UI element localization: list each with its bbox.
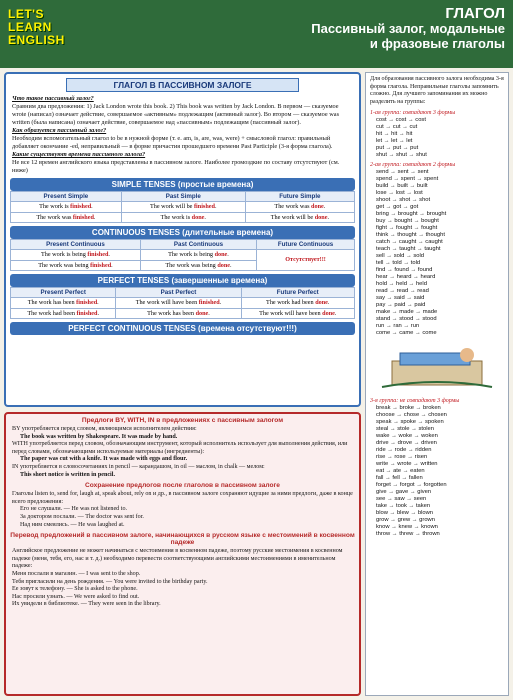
- example-cell: The work was being finished.: [11, 260, 141, 271]
- logo-line-1: LET'S: [8, 7, 45, 21]
- tense-header: Past Continuous: [140, 240, 256, 250]
- verb-row: drive → drove → driven: [376, 440, 437, 447]
- example-line: Их увидели в библиотеке. — They were seen in the library.: [12, 601, 161, 608]
- perfect-continuous-band: PERFECT CONTINUOUS TENSES (времена отсутствуют!!!): [10, 322, 355, 335]
- preserve-prepositions-heading: Сохранение предлогов после глаголов в пассивном залоге: [85, 482, 280, 490]
- verb-row: pay → paid → paid: [376, 302, 426, 309]
- question-3: Какие существуют времена пассивного залога?: [12, 151, 146, 158]
- verb-row: cost → cost → cost: [376, 117, 426, 124]
- example-line: Нас просили узнать. — We were asked to find out.: [12, 593, 140, 600]
- example-line: Его не слушали. — He was not listened to.: [20, 506, 128, 513]
- verb-row: sell → sold → sold: [376, 253, 425, 260]
- group-2-list: [366, 169, 508, 339]
- verb-row: see → saw → seen: [376, 496, 427, 503]
- example-cell: The work will be done.: [245, 212, 354, 223]
- verb-row: lose → lost → lost: [376, 190, 423, 197]
- verb-row: fall → fell → fallen: [376, 475, 423, 482]
- translation-text: Английское предложение не может начинаться с местоимения в косвенном падеже, поэтому русские местоимения в косвенном падеже (меня, тебя, его, нас и т. д.) необходимо перевести соответствующими английскими местоимениями в именительном падеже:: [12, 548, 343, 570]
- continuous-tenses-band: CONTINUOUS TENSES (длительные времена): [10, 226, 355, 239]
- verb-row: blow → blew → blown: [376, 510, 434, 517]
- verb-row: rise → rose → risen: [376, 454, 428, 461]
- verb-row: say → said → said: [376, 295, 425, 302]
- verb-row: wake → woke → woken: [376, 433, 438, 440]
- verb-row: read → read → read: [376, 288, 429, 295]
- tense-header: Past Perfect: [116, 288, 241, 298]
- example-cell: The work was done.: [245, 202, 354, 213]
- group-1-list: [366, 117, 508, 161]
- tense-header: Present Perfect: [11, 288, 116, 298]
- continuous-tenses-table: [10, 239, 355, 271]
- verb-row: shut → shut → shut: [376, 152, 427, 159]
- verb-row: fight → fought → fought: [376, 225, 438, 232]
- prepositions-heading: Предлоги BY, WITH, IN в предложениях с пассивным залогом: [81, 417, 284, 424]
- verb-row: grow → grew → grown: [376, 517, 435, 524]
- verb-row: eat → ate → eaten: [376, 468, 425, 475]
- in-example: This short notice is written in pencil.: [20, 471, 115, 478]
- verb-row: speak → spoke → spoken: [376, 419, 444, 426]
- simple-tenses-table: [10, 191, 355, 223]
- verb-row: take → took → taken: [376, 503, 431, 510]
- tense-header: Future Perfect: [241, 288, 354, 298]
- perfect-tenses-table: [10, 287, 355, 319]
- verb-row: bring → brought → brought: [376, 211, 447, 218]
- paragraph-2: Необходим вспомогательный глагол to be в нужной форме (т. е. am, is, are, was, were) + смысловой глагол: правильный добавляет окончание -ed, неправильный — в форме причастия прошедшего времени Past Participle (3-я форма глагола).: [12, 135, 333, 150]
- example-cell: The work will have been finished.: [116, 298, 241, 309]
- example-cell: The work was being done.: [140, 260, 256, 271]
- verb-row: write → wrote → written: [376, 461, 438, 468]
- verb-row: choose → chose → chosen: [376, 412, 447, 419]
- verb-row: put → put → put: [376, 145, 419, 152]
- preserve-prepositions-text: Глаголы listen to, send for, laugh at, speak about, rely on и др., в пассивном залоге сохраняют идущие за ними предлоги, даже в конце всего предложения:: [12, 491, 353, 505]
- tense-header: Future Continuous: [257, 240, 355, 250]
- title-line-2: Пассивный залог, модальные: [311, 21, 505, 36]
- example-line: За доктором послали. — The doctor was sent for.: [20, 513, 144, 520]
- intro-text: [6, 95, 359, 175]
- verb-row: shoot → shot → shot: [376, 197, 431, 204]
- example-cell: The work has been finished.: [11, 298, 116, 309]
- example-cell: The work has been done.: [116, 308, 241, 319]
- tense-header: Present Continuous: [11, 240, 141, 250]
- verb-row: stand → stood → stood: [376, 316, 437, 323]
- verb-row: ride → rode → ridden: [376, 447, 432, 454]
- verb-row: send → sent → sent: [376, 169, 429, 176]
- verb-row: buy → bought → bought: [376, 218, 439, 225]
- tense-header: Past Simple: [121, 192, 245, 202]
- example-cell: The work is being finished.: [11, 250, 141, 261]
- verb-row: tell → told → told: [376, 260, 421, 267]
- perfect-tenses-band: PERFECT TENSES (завершенные времена): [10, 274, 355, 287]
- verb-row: find → found → found: [376, 267, 433, 274]
- example-line: Ее зовут к телефону. — She is asked to the phone.: [12, 586, 138, 593]
- question-1: Что такое пассивный залог?: [12, 95, 94, 102]
- book-illustration: [372, 343, 502, 393]
- verb-row: hold → held → held: [376, 281, 427, 288]
- group-1-label: 1-ая группа: совпадают 3 формы: [370, 110, 456, 117]
- verb-row: think → thought → thought: [376, 232, 445, 239]
- verb-row: throw → threw → thrown: [376, 531, 440, 538]
- example-cell: The work is being done.: [140, 250, 256, 261]
- verb-row: know → knew → known: [376, 524, 438, 531]
- example-line: Меня послали в магазин. — I was sent to the shop.: [12, 570, 141, 577]
- verb-row: hit → hit → hit: [376, 131, 413, 138]
- verb-row: hear → heard → heard: [376, 274, 436, 281]
- tense-header: Future Simple: [245, 192, 354, 202]
- example-cell: The work will be finished.: [121, 202, 245, 213]
- section-title: ГЛАГОЛ В ПАССИВНОМ ЗАЛОГЕ: [66, 78, 299, 92]
- header: [0, 0, 513, 68]
- verbs-intro: Для образования пассивного залога необходима 3-я форма глагола. Неправильные глаголы запомнить сложно. Для лучшего запоминания их можно разделить на группы:: [370, 76, 504, 105]
- irregular-verbs-panel: [365, 72, 509, 696]
- title-line-1: ГЛАГОЛ: [445, 5, 505, 22]
- paragraph-1: Сравним два предложения: 1) Jack London wrote this book. 2) This book was written by Jack London. В первом — сказуемое wrote (написал) означает действие, совершаемое «активным» подлежащим (активный залог). Во втором — сказуемое was written (была написана) означает действие, совершаемое над «пассивным» подлежащим (пассивный залог).: [12, 103, 340, 126]
- paragraph-3: Не все 12 времен английского языка представлены в пассивном залоге. Наиболее громоздкие по составу отсутствуют (см. ниже): [12, 159, 340, 174]
- absent-note: Отсутствует!!!: [257, 250, 355, 271]
- verb-row: teach → taught → taught: [376, 246, 441, 253]
- logo-line-2: LEARN: [8, 20, 52, 34]
- group-3-label: 3-я группа: не совпадают 3 формы: [370, 398, 460, 405]
- header-title: [311, 6, 505, 51]
- verb-row: come → came → come: [376, 330, 437, 337]
- group-3-list: [366, 405, 508, 540]
- logo: [8, 8, 65, 47]
- verb-row: cut → cut → cut: [376, 124, 418, 131]
- by-example: The book was written by Shakespeare. It was made by hand.: [20, 433, 178, 440]
- with-rule: WITH употребляется перед словом, обозначающим инструмент, который исполнитель использует для выполнения действия, или перед словами, обозначающими используемые материалы (ингредиенты):: [12, 441, 348, 455]
- example-cell: The work had been done.: [241, 298, 354, 309]
- tense-header: Present Simple: [11, 192, 122, 202]
- verb-row: get → got → got: [376, 204, 419, 211]
- example-cell: The work is finished.: [11, 202, 122, 213]
- example-cell: The work will have been done.: [241, 308, 354, 319]
- with-example: The paper was cut with a knife. It was made with eggs and flour.: [20, 456, 188, 463]
- example-cell: The work is done.: [121, 212, 245, 223]
- verb-row: steal → stole → stolen: [376, 426, 434, 433]
- example-cell: The work was finished.: [11, 212, 122, 223]
- verb-row: catch → caught → caught: [376, 239, 443, 246]
- example-line: Над ним смеялись. — He was laughed at.: [20, 521, 125, 528]
- simple-tenses-band: SIMPLE TENSES (простые времена): [10, 178, 355, 191]
- translation-heading: Перевод предложений в пассивном залоге, начинающихся в русском языке с местоимений в косвенном падеже: [10, 532, 355, 547]
- logo-line-3: ENGLISH: [8, 33, 65, 47]
- in-rule: IN употребляется в словосочетаниях in pencil — карандашом, in oil — маслом, in chalk — мелом:: [12, 463, 265, 470]
- example-cell: The work had been finished.: [11, 308, 116, 319]
- title-line-3: и фразовые глаголы: [369, 36, 505, 51]
- prepositions-panel: [4, 412, 361, 696]
- by-rule: BY употребляется перед словом, являющимся исполнителем действия:: [12, 426, 197, 432]
- group-2-label: 2-ая группа: совпадают 2 формы: [370, 162, 456, 169]
- verb-row: make → made → made: [376, 309, 438, 316]
- passive-voice-panel: [4, 72, 361, 407]
- question-2: Как образуется пассивный залог?: [12, 127, 107, 134]
- verb-row: forget → forgot → forgotten: [376, 482, 447, 489]
- example-line: Тебя пригласили на день рождения. — You were invited to the birthday party.: [12, 578, 208, 585]
- verb-row: spend → spent → spent: [376, 176, 439, 183]
- verb-row: give → gave → given: [376, 489, 432, 496]
- verb-row: run → ran → run: [376, 323, 420, 330]
- verb-row: let → let → let: [376, 138, 413, 145]
- verb-row: break → broke → broken: [376, 405, 441, 412]
- verb-row: build → built → built: [376, 183, 428, 190]
